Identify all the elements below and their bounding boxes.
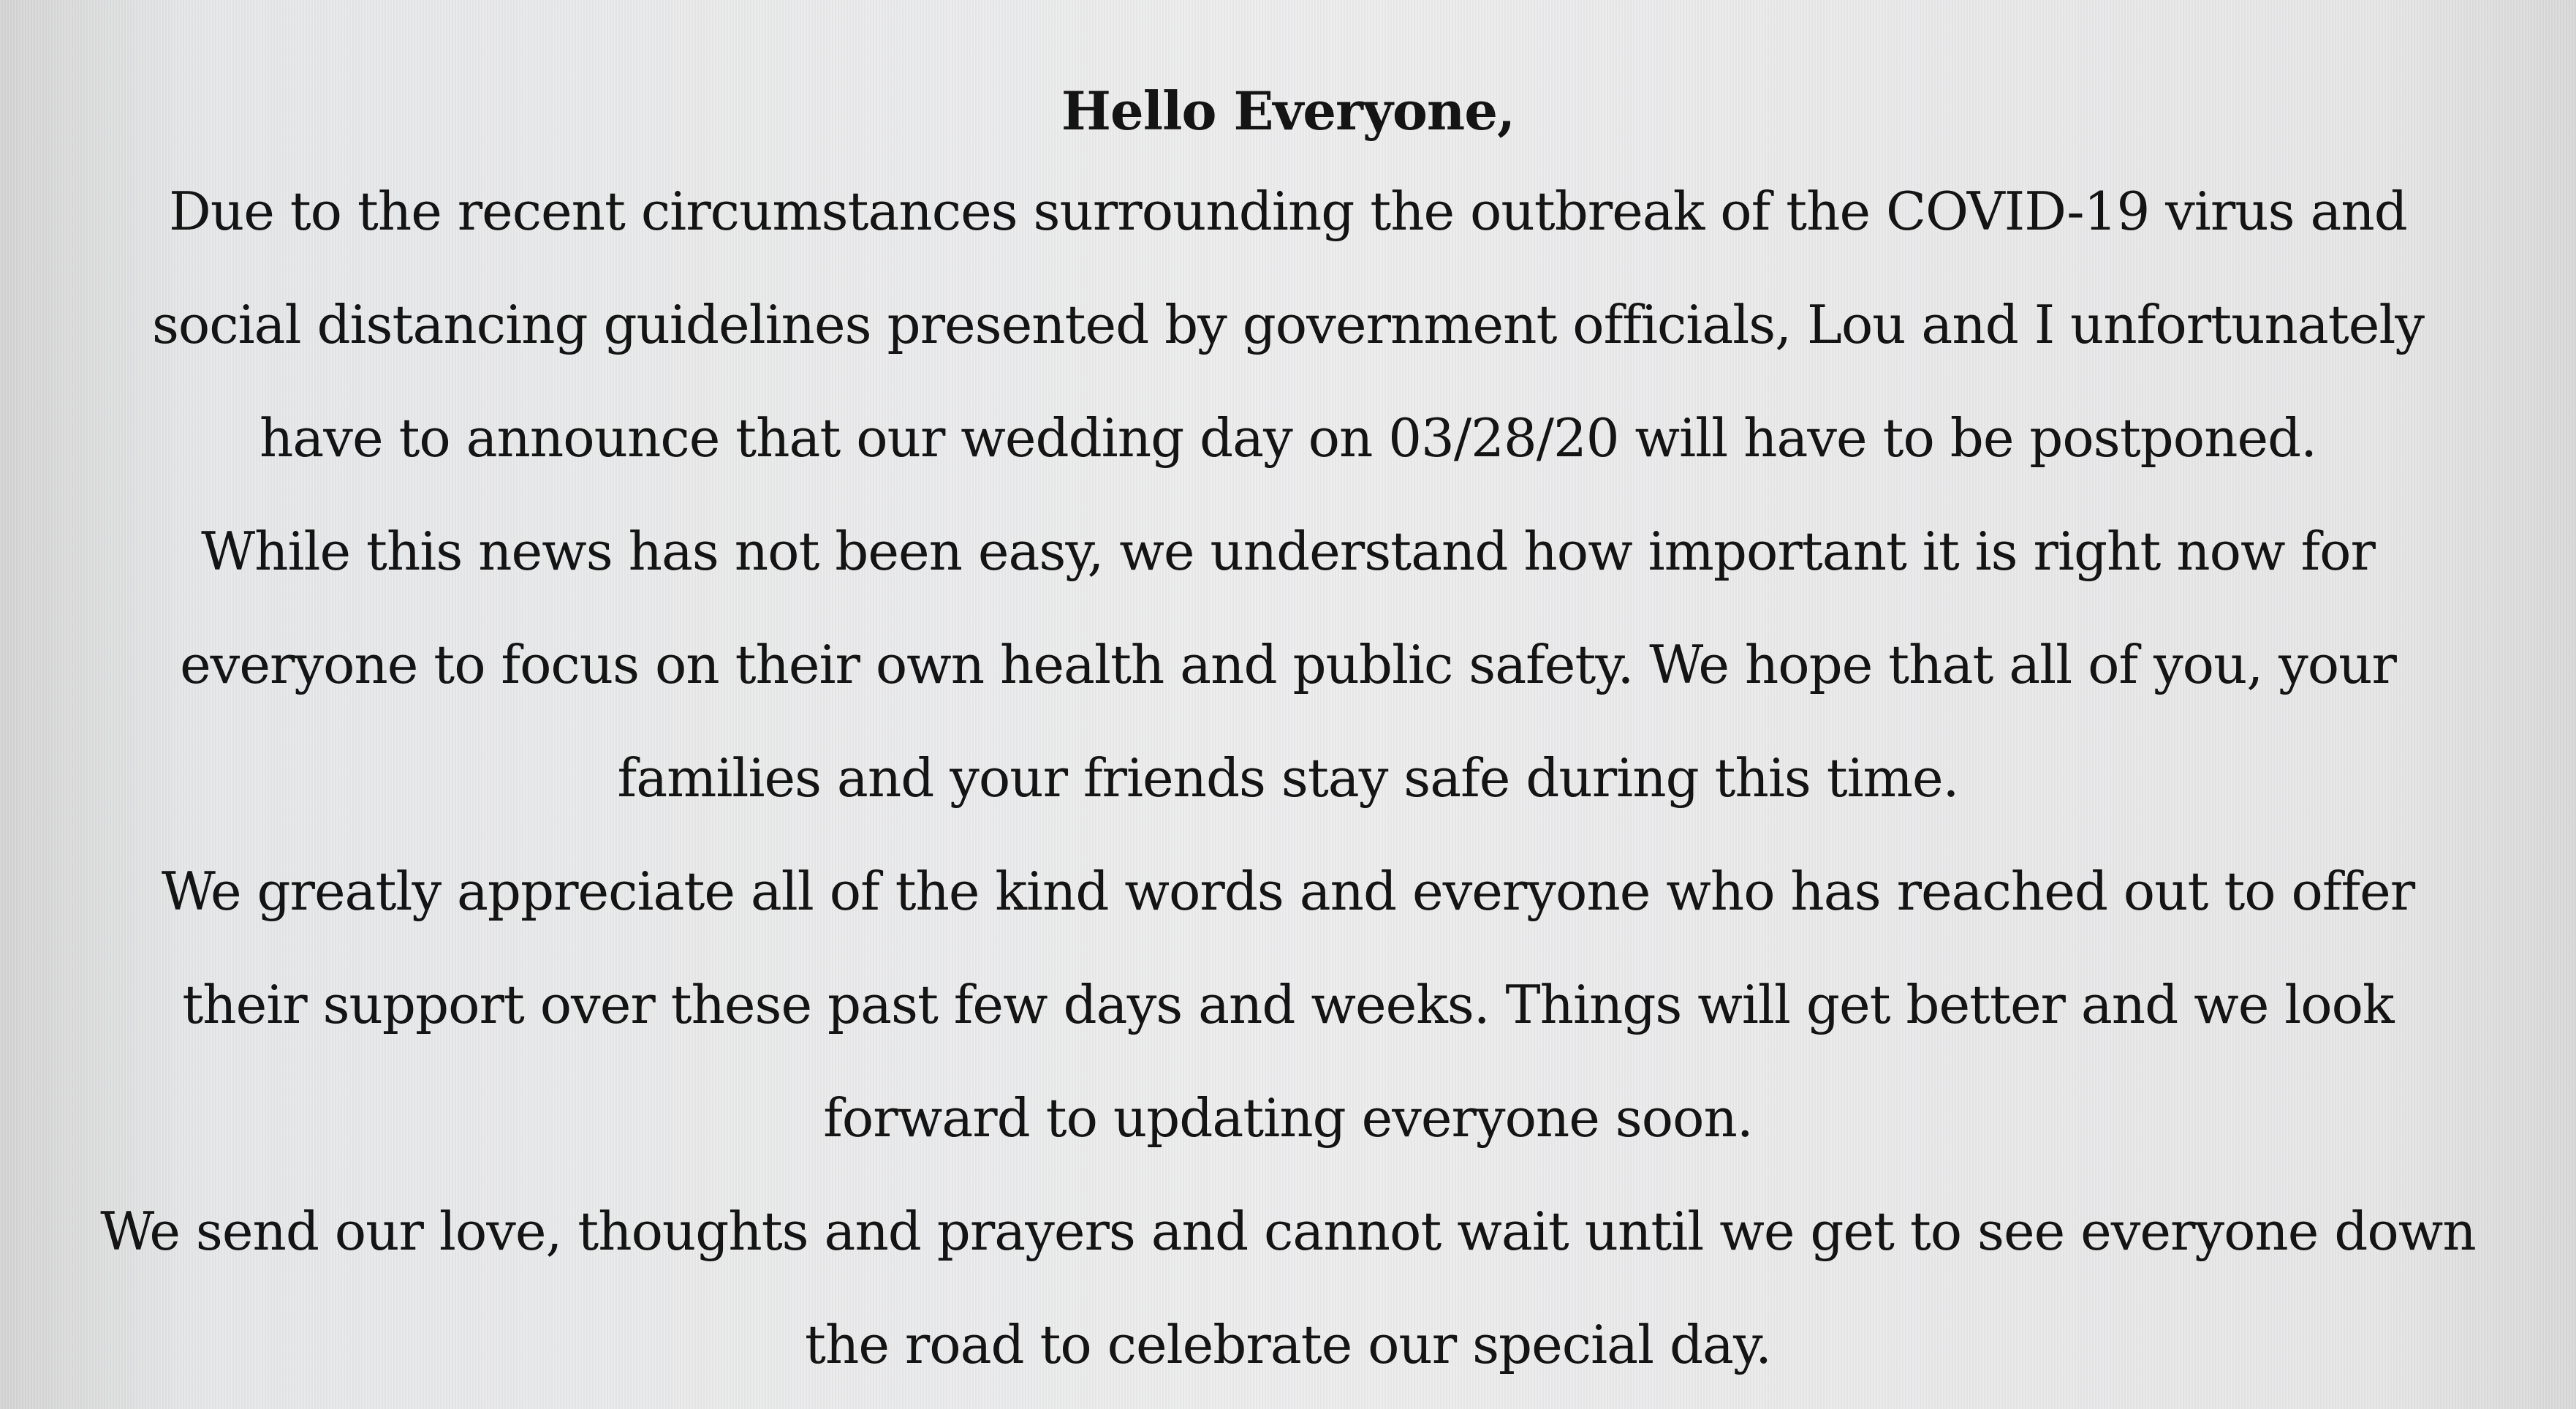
paragraph-postponement: [0, 155, 2576, 495]
paragraph-safety: [0, 495, 2576, 835]
text-line: Due to the recent circumstances surrounding the outbreak of the COVID-19 virus and: [169, 181, 2407, 242]
text-line: their support over these past few days and weeks. Things will get better and we look: [182, 974, 2394, 1035]
letter-body: [0, 67, 2576, 1402]
text-line: everyone to focus on their own health and public safety. We hope that all of you, your: [180, 634, 2396, 695]
paragraph-appreciation: [0, 835, 2576, 1175]
text-line: have to announce that our wedding day on 03/28/20 will have to be postponed.: [259, 407, 2317, 469]
greeting: Hello Everyone,: [1061, 80, 1515, 142]
text-line: While this news has not been easy, we understand how important it is right now for: [201, 521, 2375, 582]
text-line: families and your friends stay safe during this time.: [617, 747, 1959, 809]
text-line: We send our love, thoughts and prayers and cannot wait until we get to see everyone down: [100, 1201, 2476, 1262]
text-line: We greatly appreciate all of the kind words and everyone who has reached out to offer: [161, 861, 2415, 922]
text-line: forward to updating everyone soon.: [823, 1087, 1753, 1149]
paragraph-closing: [0, 1175, 2576, 1402]
text-line: the road to celebrate our special day.: [805, 1314, 1771, 1375]
text-line: social distancing guidelines presented by government officials, Lou and I unfortunately: [151, 294, 2425, 355]
